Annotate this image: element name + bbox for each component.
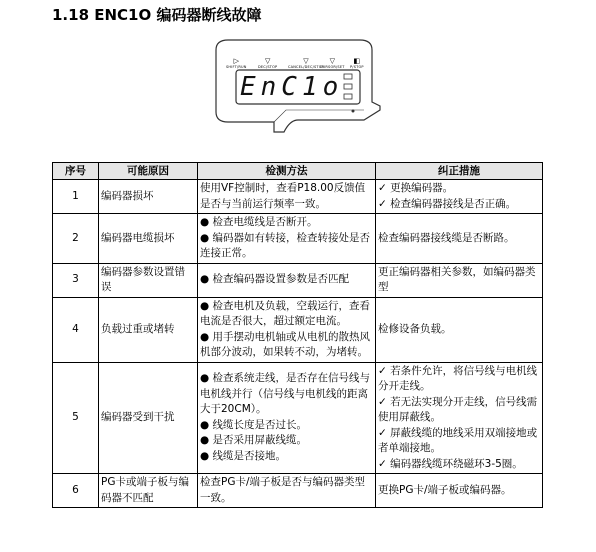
row-method	[198, 362, 376, 474]
stop-key-label: DEC/STOP	[258, 65, 278, 69]
table-row	[53, 180, 543, 214]
cancel-icon: ▽	[303, 57, 309, 65]
row-fix	[376, 474, 543, 508]
row-cause: 编码器参数设置错误	[99, 263, 198, 297]
cancel-key	[288, 58, 324, 69]
run-key	[226, 58, 247, 69]
row-fix-line: ✓ 更换编码器。	[378, 182, 454, 194]
stop-key	[258, 58, 277, 69]
row-fix-line: ✓ 若无法实现分开走线，信号线需使用屏蔽线。	[378, 395, 538, 423]
table-header-row	[53, 163, 543, 180]
row-method-line: ● 线缆是否接地。	[200, 449, 286, 462]
row-fix	[376, 297, 543, 362]
row-method-line: ● 是否采用屏蔽线缆。	[200, 434, 307, 447]
row-fix	[376, 180, 543, 214]
row-method-line: ● 检查系统走线，是否存在信号线与电机线并行（信号线与电机线的距离大于20CM）。	[200, 372, 370, 416]
run-key-label: SHIFT/RUN	[226, 65, 247, 69]
row-method-line: ● 检查编码器设置参数是否匹配	[200, 273, 349, 286]
pstop-key-label: P/STOP	[350, 65, 364, 69]
row-method-line: 使用VF控制时，查看P18.00反馈值是否与当前运行频率一致。	[200, 182, 366, 210]
table-row	[53, 263, 543, 297]
header-fix: 纠正措施	[376, 163, 543, 180]
set-icon: ▽	[329, 57, 335, 65]
row-method	[198, 297, 376, 362]
row-method	[198, 214, 376, 264]
row-method-line: ● 检查电缆线是否断开。	[200, 216, 318, 228]
pstop-icon: ◧	[353, 57, 361, 65]
table-row	[53, 297, 543, 362]
row-fix-line: ✓ 若条件允许，将信号线与电机线分开走线。	[378, 364, 538, 392]
row-fix-line: 更正编码器相关参数，如编码器类型	[378, 265, 536, 293]
row-number: 1	[53, 180, 99, 214]
row-method	[198, 474, 376, 508]
row-number: 6	[53, 474, 99, 508]
stop-icon: ▽	[264, 57, 271, 65]
row-method-line: ● 线缆长度是否过长。	[200, 418, 307, 431]
row-cause: 编码器损坏	[99, 180, 198, 214]
fault-table	[52, 162, 543, 508]
row-cause: PG卡或端子板与编码器不匹配	[99, 474, 198, 508]
table-body	[53, 180, 543, 508]
section-title: 1.18 ENC1O 编码器断线故障	[52, 6, 262, 24]
row-fix	[376, 362, 543, 474]
row-method	[198, 263, 376, 297]
row-cause: 编码器受到干扰	[99, 362, 198, 474]
row-number: 4	[53, 297, 99, 362]
row-number: 2	[53, 214, 99, 264]
set-key-label: CURSOR/SET	[320, 65, 345, 69]
row-fix-line: ✓ 屏蔽线缆的地线采用双端接地或者单端接地。	[378, 426, 538, 454]
row-number: 3	[53, 263, 99, 297]
row-fix-line: ✓ 编码器线缆环绕磁环3-5圈。	[378, 457, 523, 470]
row-fix	[376, 263, 543, 297]
row-fix	[376, 214, 543, 264]
header-no: 序号	[53, 163, 99, 180]
row-method-line: ● 编码器如有转接，检查转接处是否连接正常。	[200, 231, 370, 259]
run-icon: ▷	[233, 57, 239, 65]
header-method: 检测方法	[198, 163, 376, 180]
table-row	[53, 214, 543, 264]
header-cause: 可能原因	[99, 163, 198, 180]
row-fix-line: 更换PG卡/端子板或编码器。	[378, 483, 512, 496]
row-fix-line: 检查编码器接线缆是否断路。	[378, 231, 515, 244]
table-row	[53, 474, 543, 508]
keypad-illustration	[214, 36, 384, 146]
row-number: 5	[53, 362, 99, 474]
lcd-display: EnC1o	[240, 72, 344, 102]
keypad-buttons	[224, 57, 364, 70]
cancel-key-label: CANCEL/DEC/STOP	[288, 65, 324, 69]
row-method-line: ● 用手摆动电机轴或从电机的散热风机部分波动，如果转不动，为堵转。	[200, 330, 370, 358]
pstop-key	[350, 58, 364, 69]
set-key	[320, 58, 345, 69]
row-fix-line: ✓ 检查编码器接线是否正确。	[378, 197, 517, 210]
row-method-line: 检查PG卡/端子板是否与编码器类型一致。	[200, 476, 366, 504]
table-row	[53, 362, 543, 474]
row-fix-line: 检修设备负载。	[378, 322, 452, 335]
row-cause: 编码器电缆损坏	[99, 214, 198, 264]
row-method-line: ● 检查电机及负载，空载运行，查看电流是否很大，超过额定电流。	[200, 299, 370, 327]
row-method	[198, 180, 376, 214]
row-cause: 负载过重或堵转	[99, 297, 198, 362]
